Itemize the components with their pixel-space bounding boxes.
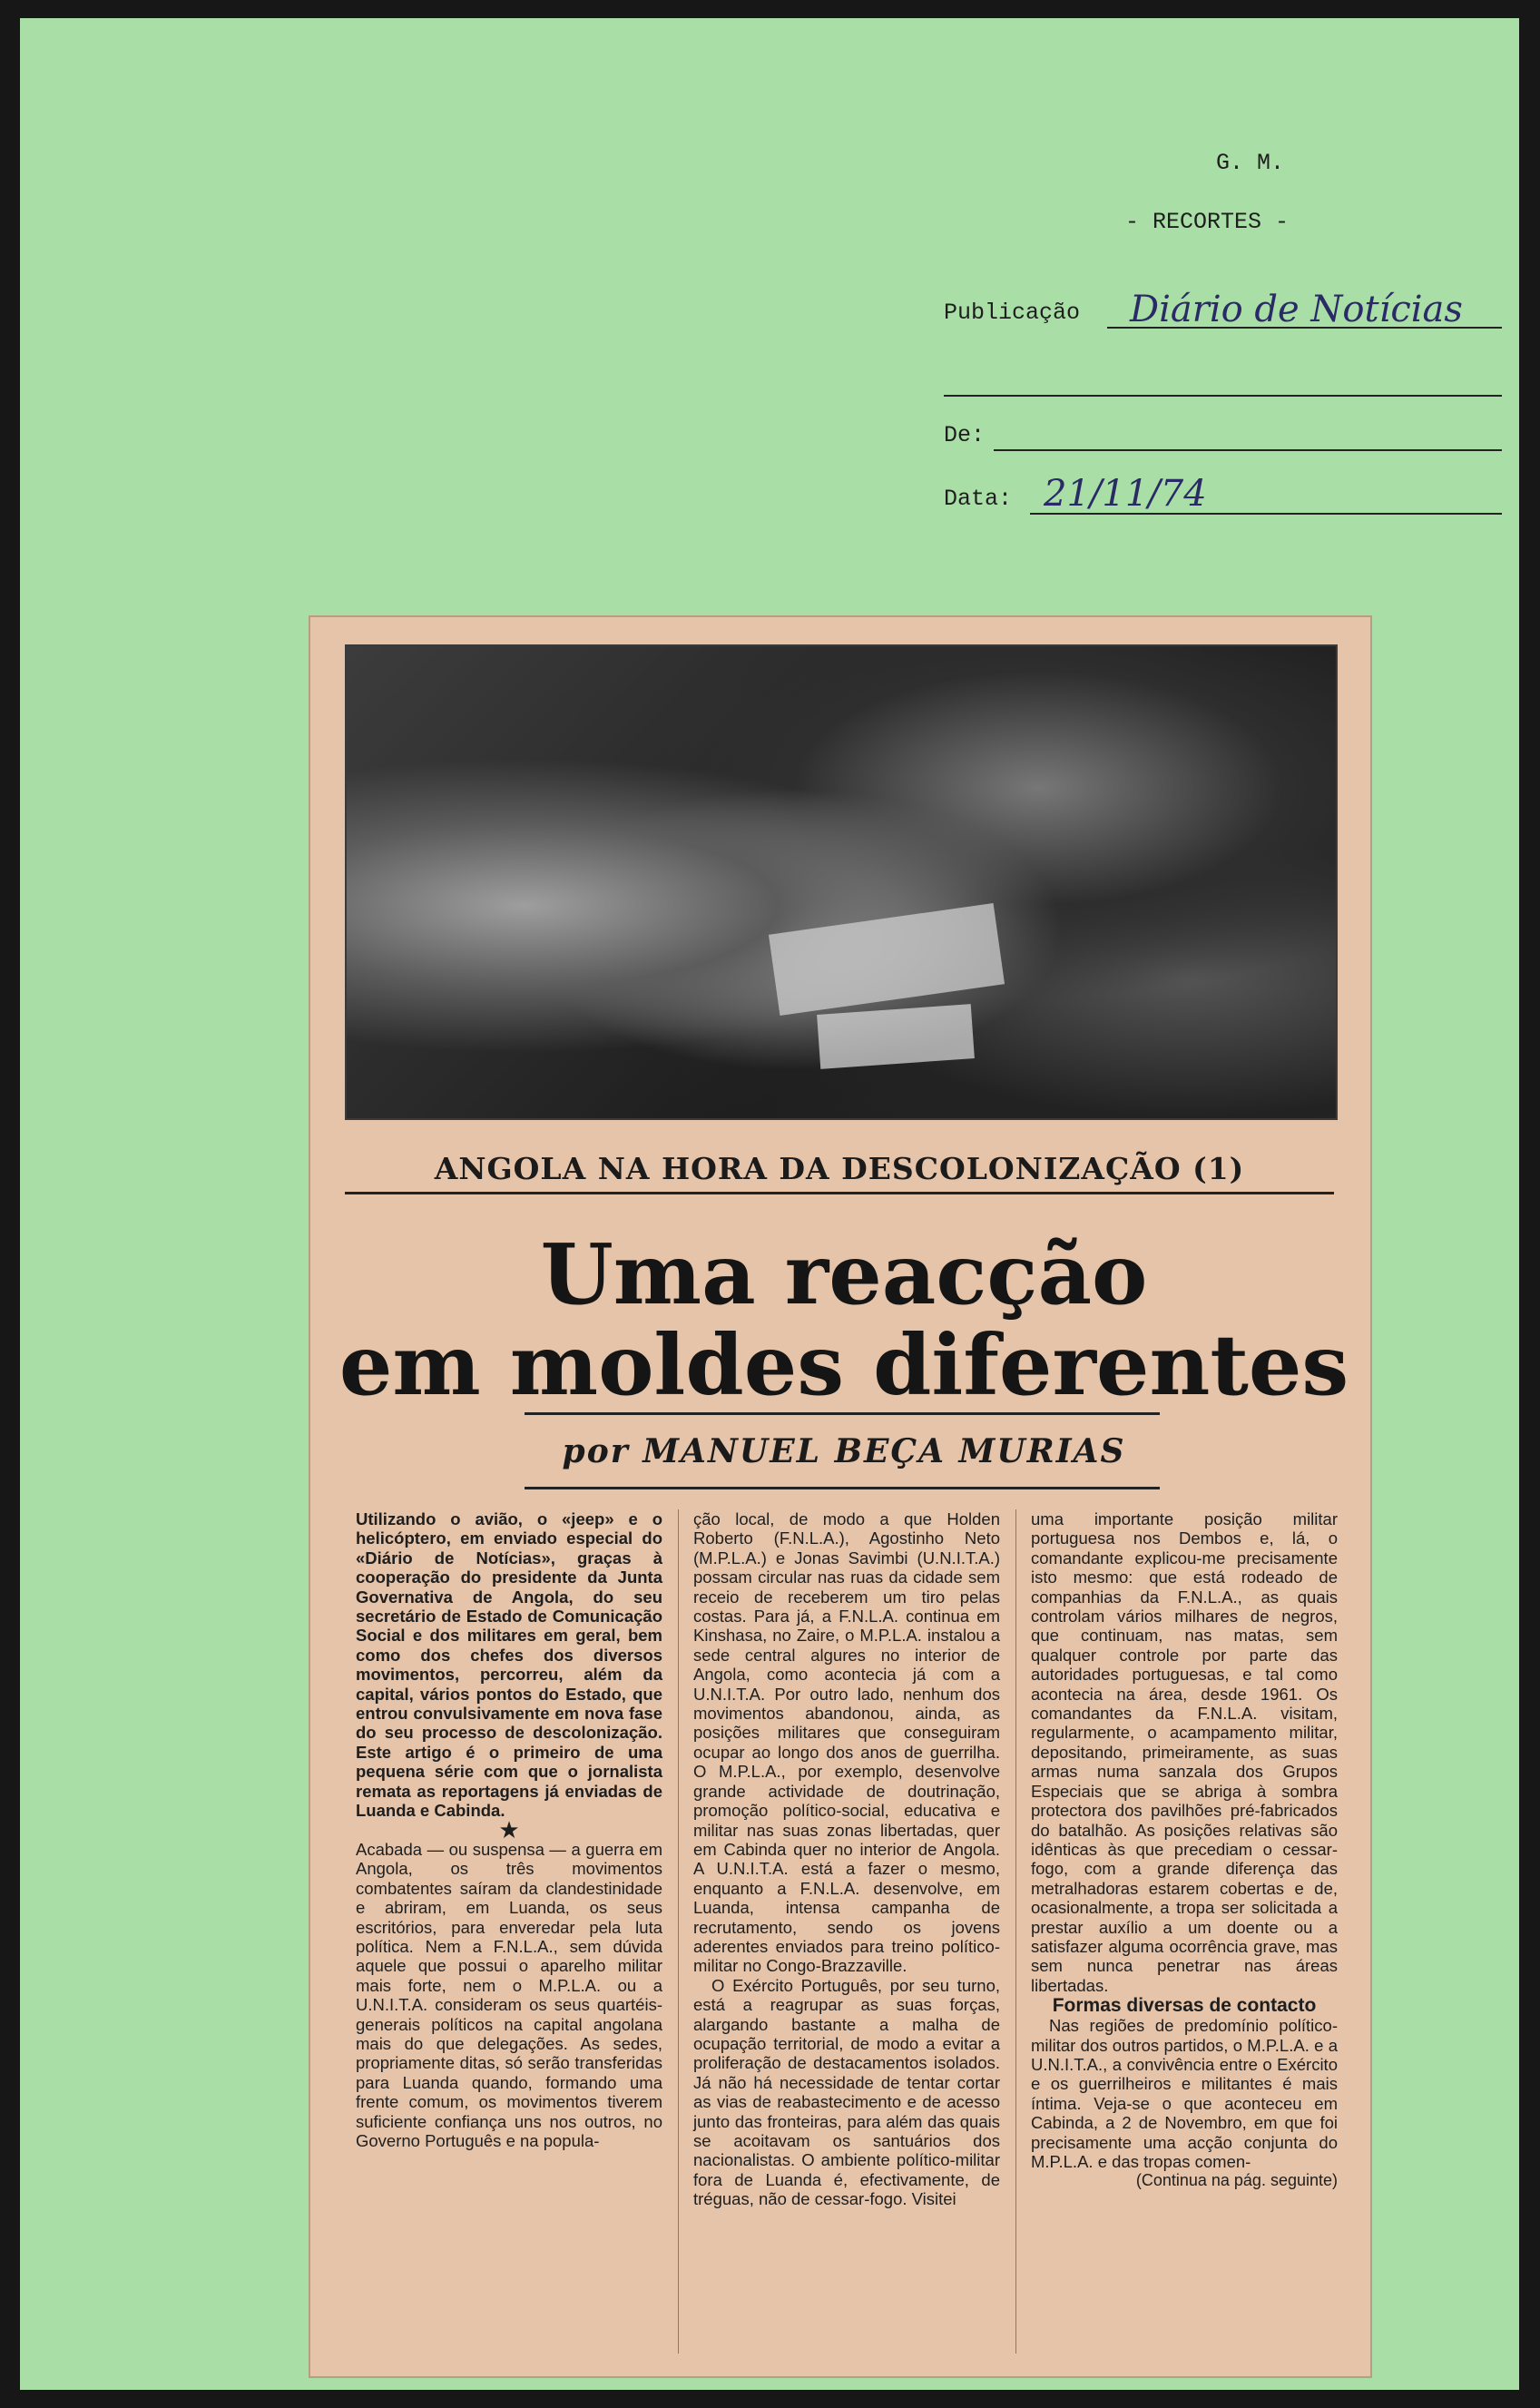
byline-bottom-rule	[525, 1487, 1160, 1489]
lead-paragraph: Utilizando o avião, o «jeep» e o helicóptero, em enviado especial do «Diário de Notícias», graças à cooperação do presidente da Junta Governativa de Angola, do seu secretário de Estado de Comunicação Social e dos militares em geral, bem como dos chefes dos diversos movimentos, percorreu, além da capital, vários pontos do Estado, que entrou convulsivamente em nova fase do seu processo de descolonização. Este artigo é o primeiro de uma pequena série com que o jornalista remata as reportagens já enviadas de Luanda e Cabinda.	[356, 1509, 662, 1821]
column-1	[356, 1509, 662, 2150]
body-paragraph: Nas regiões de predomínio político-militar dos outros partidos, o M.P.L.A. e a U.N.I.T.A., a convivência entre o Exército e os guerrilheiros e militantes é mais íntima. Veja-se o que aconteceu em Cabinda, a 2 de Novembro, em que foi precisamente uma acção conjunta do M.P.L.A. e das tropas comen-	[1031, 2016, 1338, 2171]
article-columns	[356, 1509, 1345, 2363]
de-line	[994, 449, 1502, 451]
byline-top-rule	[525, 1412, 1160, 1415]
de-row	[944, 422, 1506, 458]
body-paragraph: ção local, de modo a que Holden Roberto (F.N.L.A.), Agostinho Neto (M.P.L.A.) e Jonas Savimbi (U.N.I.T.A.) possam circular nas ruas da cidade sem receio de receberem um tiro pelas costas. Para já, a F.N.L.A. continua em Kinshasa, no Zaire, o M.P.L.A. instalou a sede central algures no interior de Angola, como acontecia já com a U.N.I.T.A. Por outro lado, nenhum dos movimentos abandonou, ainda, as posições militares que conseguiram ocupar ao longo dos anos de guerrilha. O M.P.L.A., por exemplo, desenvolve grande actividade de doutrinação, promoção político-social, educativa e militar nas suas zonas libertadas, quer em Cabinda quer no interior de Angola. A U.N.I.T.A. está a fazer o mesmo, enquanto a F.N.L.A. desenvolve, em Luanda, intensa campanha de recrutamento, sendo os jovens aderentes enviados para treino político-militar no Congo-Brazzaville.	[693, 1509, 1000, 1976]
headline-line-2: em moldes diferentes	[338, 1316, 1349, 1414]
newspaper-clipping	[309, 615, 1372, 2378]
de-label: De:	[944, 422, 986, 448]
form-subheader: - RECORTES -	[1125, 209, 1290, 235]
column-3	[1031, 1509, 1338, 2191]
data-row	[944, 473, 1506, 522]
article-photo	[345, 644, 1338, 1120]
blank-line	[944, 395, 1502, 397]
publicacao-row	[944, 289, 1506, 336]
section-subhead: Formas diversas de contacto	[1052, 1995, 1317, 2017]
column-divider	[678, 1509, 679, 2354]
headline-line-1: Uma reacção	[540, 1225, 1148, 1323]
body-paragraph: uma importante posição militar portuguesa nos Dembos e, lá, o comandante explicou-me precisamente isto mesmo: que está rodeado de companhias da F.N.L.A., as quais controlam vários milhares de negros, que continuam, nas matas, sem qualquer controle por parte das autoridades portuguesas, e tal como acontecia na área, desde 1961. Os comandantes da F.N.L.A. visitam, regularmente, o acampamento militar, depositando, primeiramente, as suas armas numa sanzala dos Grupos Especiais que se abriga à sombra protectora dos pavilhões pré-fabricados do batalhão. As posições relativas são idênticas às que precediam o cessar-fogo, com a grande diferença das metralhadoras estarem cobertas e de, ocasionalmente, a tropa ser solicitada a prestar auxílio a um doente ou a satisfazer alguma ocorrência grave, mas sem nunca penetrar nas áreas libertadas.	[1031, 1509, 1338, 1995]
data-label: Data:	[944, 486, 1013, 512]
continuation-note: (Continua na pág. seguinte)	[1135, 2171, 1338, 2190]
publicacao-label: Publicação	[944, 300, 1081, 326]
series-kicker: ANGOLA NA HORA DA DESCOLONIZAÇÃO (1)	[345, 1151, 1334, 1194]
body-paragraph: O Exército Português, por seu turno, está a reagrupar as suas forças, alargando bastante a malha de ocupação territorial, de modo a evitar a proliferação de destacamentos isolados. Já não há necessidade de tentar cortar as vias de reabastecimento e de acesso junto das fronteiras, para além das quais se acoitavam os santuários dos nacionalistas. O ambiente político-militar fora de Luanda é, efectivamente, de tréguas, não de cessar-fogo. Visitei	[693, 1975, 1000, 2209]
publicacao-handwritten: Diário de Notícias	[1130, 289, 1463, 330]
star-separator: ★	[498, 1815, 520, 1843]
photo-papers-2	[817, 1004, 975, 1069]
column-divider	[1015, 1509, 1016, 2354]
byline: por MANUEL BEÇA MURIAS	[562, 1432, 1126, 1470]
body-paragraph: Acabada — ou suspensa — a guerra em Angola, os três movimentos combatentes saíram da clandestinidade e abriram, em Luanda, os seus escritórios, para enveredar pela luta política. Nem a F.N.L.A., sem dúvida aquele que possui o aparelho militar mais forte, nem o M.P.L.A. ou a U.N.I.T.A. consideram os seus quartéis-generais políticos na capital angolana mais do que delegações. As sedes, propriamente ditas, só serão transferidas para Luanda quando, formando uma frente comum, os movimentos tiverem suficiente confiança uns nos outros, no Governo Português e na popula-	[356, 1839, 662, 2150]
photo-papers	[769, 903, 1005, 1016]
data-handwritten: 21/11/74	[1044, 473, 1207, 515]
form-header: G. M.	[1216, 150, 1285, 176]
column-2	[693, 1509, 1000, 2209]
